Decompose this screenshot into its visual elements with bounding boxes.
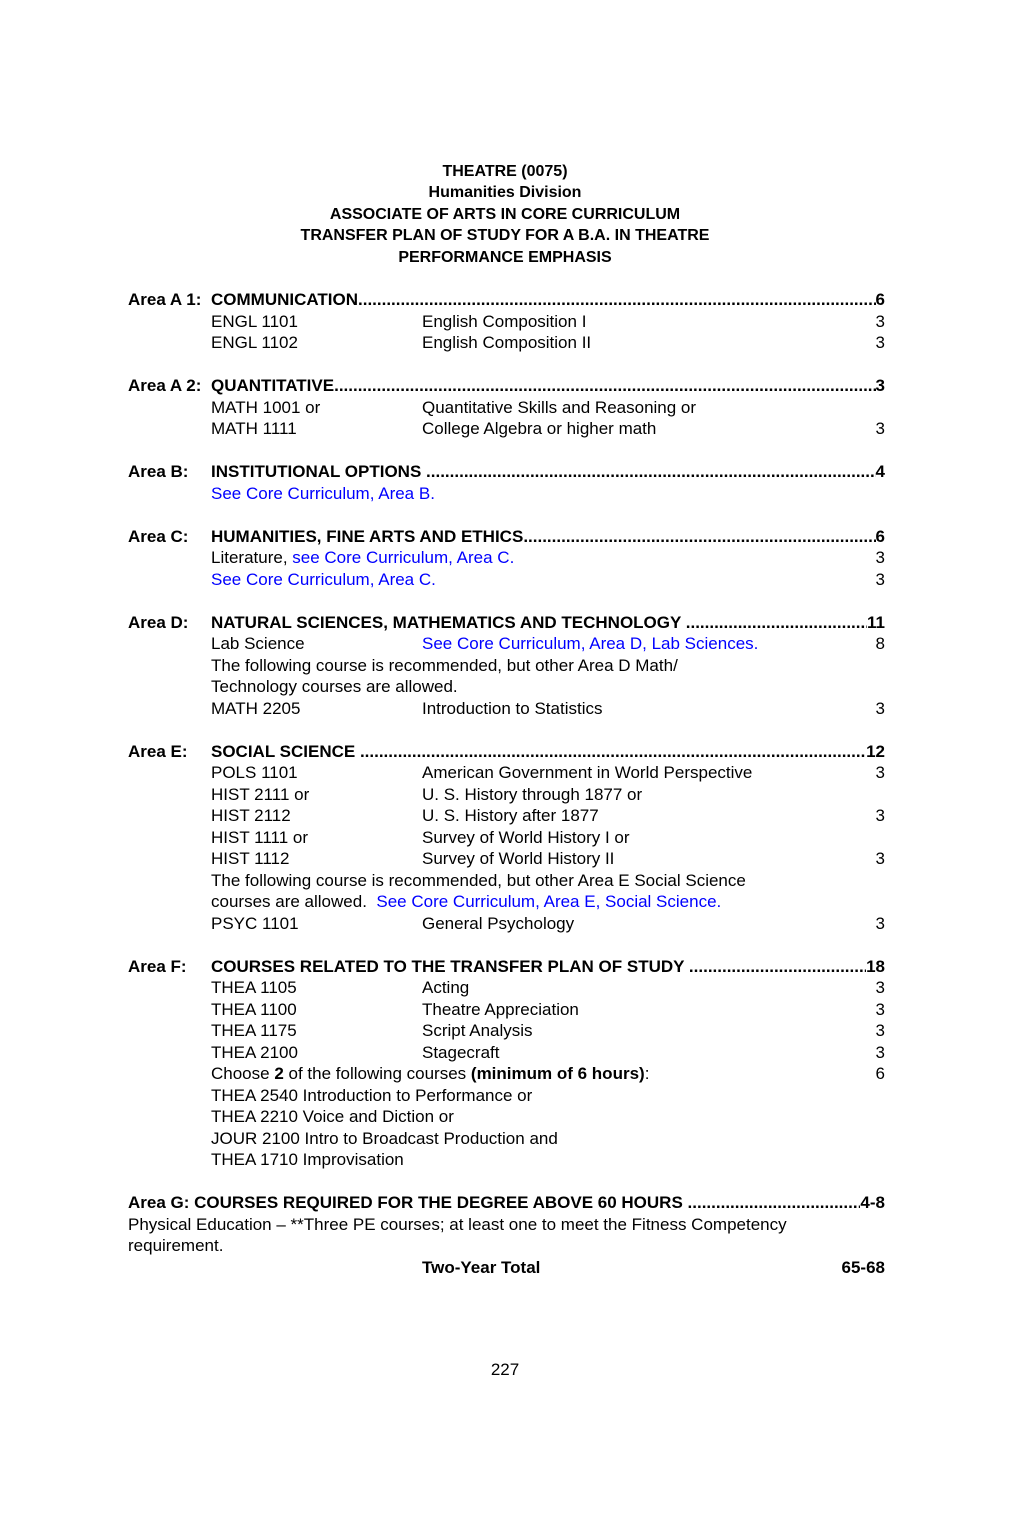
area-c-title bbox=[211, 526, 885, 547]
course-code: Lab Science bbox=[211, 634, 305, 653]
area-c-title-text: HUMANITIES, FINE ARTS AND ETHICS bbox=[211, 527, 524, 546]
course-name: Acting bbox=[422, 978, 470, 997]
course-credits: 3 bbox=[875, 333, 885, 352]
area-e-credits: 12 bbox=[866, 742, 885, 761]
area-f-credits: 18 bbox=[866, 957, 885, 976]
elective-option: THEA 2540 Introduction to Performance or bbox=[211, 1086, 533, 1105]
area-e-note-2 bbox=[211, 891, 721, 912]
course-credits: 6 bbox=[875, 1064, 885, 1083]
course-credits: 3 bbox=[875, 978, 885, 997]
course-code: ENGL 1101 bbox=[211, 312, 298, 331]
area-d-title bbox=[211, 612, 885, 633]
area-g-title bbox=[128, 1192, 885, 1213]
area-a1-title bbox=[211, 289, 885, 310]
area-e-label: Area E: bbox=[128, 742, 188, 761]
area-b-credits: 4 bbox=[875, 462, 885, 481]
course-code: THEA 1105 bbox=[211, 978, 297, 997]
emphasis-title: PERFORMANCE EMPHASIS bbox=[398, 249, 612, 266]
course-code: POLS 1101 bbox=[211, 763, 298, 782]
area-a1-credits: 6 bbox=[875, 290, 885, 309]
two-year-total-label: Two-Year Total bbox=[422, 1258, 541, 1277]
choose-text-e: : bbox=[644, 1064, 650, 1083]
course-name: American Government in World Perspective bbox=[422, 763, 753, 782]
course-code: HIST 1111 or bbox=[211, 828, 309, 847]
area-b-label: Area B: bbox=[128, 462, 189, 481]
course-code: THEA 1175 bbox=[211, 1021, 297, 1040]
course-name: College Algebra or higher math bbox=[422, 419, 657, 438]
area-f-choose-instruction bbox=[211, 1063, 649, 1084]
area-e-note-2-text: courses are allowed. bbox=[211, 892, 377, 911]
elective-option: JOUR 2100 Intro to Broadcast Production and bbox=[211, 1129, 558, 1148]
area-d-label: Area D: bbox=[128, 613, 189, 632]
choose-minimum: (minimum of 6 hours) bbox=[470, 1064, 645, 1083]
course-code: ENGL 1102 bbox=[211, 333, 298, 352]
course-credits: 3 bbox=[875, 570, 885, 589]
area-c-label: Area C: bbox=[128, 527, 189, 546]
area-c-credits: 6 bbox=[875, 527, 885, 546]
course-name: English Composition I bbox=[422, 312, 587, 331]
course-credits: 8 bbox=[875, 634, 885, 653]
area-f-label: Area F: bbox=[128, 957, 187, 976]
choose-text-a: Choose bbox=[211, 1064, 275, 1083]
area-c-core-link[interactable]: see Core Curriculum, Area C. bbox=[292, 548, 515, 567]
course-code: HIST 2111 or bbox=[211, 785, 310, 804]
course-code: HIST 2112 bbox=[211, 806, 291, 825]
course-name: Survey of World History I or bbox=[422, 828, 630, 847]
course-name: Script Analysis bbox=[422, 1021, 533, 1040]
course-code: THEA 1100 bbox=[211, 1000, 297, 1019]
course-credits: 3 bbox=[875, 763, 885, 782]
course-name: English Composition II bbox=[422, 333, 592, 352]
course-name: U. S. History after 1877 bbox=[422, 806, 599, 825]
course-code: MATH 2205 bbox=[211, 699, 301, 718]
area-f-title-text: COURSES RELATED TO THE TRANSFER PLAN OF STUDY bbox=[211, 957, 689, 976]
course-name: General Psychology bbox=[422, 914, 575, 933]
area-b-core-link[interactable]: See Core Curriculum, Area B. bbox=[211, 484, 435, 503]
course-name: Survey of World History II bbox=[422, 849, 615, 868]
course-code: HIST 1112 bbox=[211, 849, 290, 868]
course-credits: 3 bbox=[875, 806, 885, 825]
course-credits: 3 bbox=[875, 699, 885, 718]
course-name: Introduction to Statistics bbox=[422, 699, 603, 718]
course-code: PSYC 1101 bbox=[211, 914, 299, 933]
course-credits: 3 bbox=[875, 419, 885, 438]
area-g-description: Physical Education – **Three PE courses; at least one to meet the Fitness Competency bbox=[128, 1215, 787, 1234]
area-c-core-link-2[interactable]: See Core Curriculum, Area C. bbox=[211, 570, 436, 589]
area-a1-label: Area A 1: bbox=[128, 290, 202, 309]
elective-option: THEA 2210 Voice and Diction or bbox=[211, 1107, 454, 1126]
course-credits: 3 bbox=[875, 914, 885, 933]
two-year-total-value: 65-68 bbox=[841, 1258, 885, 1277]
area-d-note-2: Technology courses are allowed. bbox=[211, 677, 458, 696]
area-c-literature-row bbox=[211, 547, 514, 568]
literature-label: Literature, bbox=[211, 548, 293, 567]
course-name: U. S. History through 1877 or bbox=[422, 785, 643, 804]
course-credits: 3 bbox=[875, 1000, 885, 1019]
area-g-description-2: requirement. bbox=[128, 1236, 224, 1255]
course-credits: 3 bbox=[875, 1043, 885, 1062]
choose-count: 2 bbox=[274, 1064, 284, 1083]
area-b-title-text: INSTITUTIONAL OPTIONS bbox=[211, 462, 427, 481]
area-e-core-link[interactable]: See Core Curriculum, Area E, Social Science. bbox=[376, 892, 722, 911]
area-d-credits: 11 bbox=[867, 613, 885, 632]
area-a1-title-text: COMMUNICATION bbox=[211, 290, 358, 309]
course-name: Theatre Appreciation bbox=[422, 1000, 579, 1019]
area-e-title bbox=[211, 741, 885, 762]
course-credits: 3 bbox=[875, 312, 885, 331]
program-title: THEATRE (0075) bbox=[442, 163, 568, 180]
area-d-lab-link[interactable]: See Core Curriculum, Area D, Lab Sciences. bbox=[422, 634, 759, 653]
area-d-note: The following course is recommended, but other Area D Math/ bbox=[211, 656, 678, 675]
course-name: Stagecraft bbox=[422, 1043, 500, 1062]
area-e-note: The following course is recommended, but other Area E Social Science bbox=[211, 871, 746, 890]
elective-option: THEA 1710 Improvisation bbox=[211, 1150, 404, 1169]
course-name: Quantitative Skills and Reasoning or bbox=[422, 398, 697, 417]
plan-title: TRANSFER PLAN OF STUDY FOR A B.A. IN THEATRE bbox=[300, 227, 710, 244]
choose-text-c: of the following courses bbox=[283, 1064, 471, 1083]
course-credits: 3 bbox=[875, 1021, 885, 1040]
course-credits: 3 bbox=[875, 849, 885, 868]
page-number: 227 bbox=[490, 1360, 520, 1379]
area-a2-title-text: QUANTITATIVE bbox=[211, 376, 335, 395]
area-g-title-text: Area G: COURSES REQUIRED FOR THE DEGREE ABOVE 60 HOURS bbox=[128, 1193, 688, 1212]
degree-title: ASSOCIATE OF ARTS IN CORE CURRICULUM bbox=[329, 206, 681, 223]
division-title: Humanities Division bbox=[428, 184, 582, 201]
area-a2-credits: 3 bbox=[875, 376, 885, 395]
course-credits: 3 bbox=[875, 548, 885, 567]
area-d-title-text: NATURAL SCIENCES, MATHEMATICS AND TECHNOLOGY bbox=[211, 613, 686, 632]
course-code: MATH 1111 bbox=[211, 419, 297, 438]
area-a2-label: Area A 2: bbox=[128, 376, 202, 395]
course-code: MATH 1001 or bbox=[211, 398, 321, 417]
area-a2-title bbox=[211, 375, 885, 396]
area-b-title bbox=[211, 461, 885, 482]
course-code: THEA 2100 bbox=[211, 1043, 298, 1062]
area-f-title bbox=[211, 956, 885, 977]
area-g-credits: 4-8 bbox=[860, 1193, 885, 1212]
area-e-title-text: SOCIAL SCIENCE bbox=[211, 742, 360, 761]
